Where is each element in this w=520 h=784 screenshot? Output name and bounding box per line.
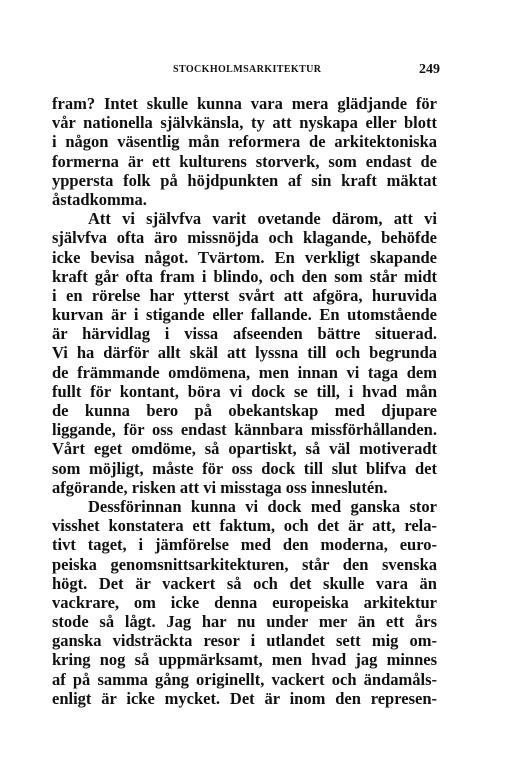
text-line: af på samma gång originellt, vackert och ändamåls-	[52, 669, 437, 689]
text-line: Vi ha därför allt skäl att lyssna till och begrunda	[52, 343, 437, 363]
text-line: de främmande omdömena, men innan vi taga dem	[52, 362, 437, 382]
running-header	[95, 64, 440, 80]
text-line: Att vi självfva varit ovetande därom, att vi	[88, 209, 437, 229]
text-line: fram? Intet skulle kunna vara mera glädjande för	[52, 94, 437, 113]
text-line: ganska vidsträckta resor i utlandet sett mig om-	[52, 631, 437, 651]
text-line: afgörande, risken att vi misstaga oss inneslutén.	[52, 477, 388, 497]
text-line: de kunna bero på obekantskap med djupare	[52, 401, 437, 420]
text-line: högt. Det är vackert så och det skulle vara än	[52, 573, 437, 593]
text-line: visshet konstatera ett faktum, och det är att, rela-	[52, 516, 437, 536]
text-line: är härvidlag i vissa afseenden bättre situerad.	[52, 324, 437, 344]
text-line: fullt för kontant, böra vi dock se till, i hvad mån	[52, 381, 437, 401]
text-line: som möjligt, måste för oss dock till slut blifva det	[52, 458, 437, 478]
text-line: åstadkomma.	[52, 189, 147, 209]
text-line: i en rörelse har ytterst svårt att afgöra, huruvida	[52, 285, 437, 305]
text-line: stode så lågt. Jag har nu under mer än ett års	[52, 612, 437, 632]
text-line: tivt taget, i jämförelse med den moderna, euro-	[52, 535, 437, 555]
text-line: yppersta folk på höjdpunkten af sin kraft mäktat	[52, 170, 437, 190]
text-line: Dessförinnan kunna vi dock med ganska stor	[88, 496, 437, 516]
page-number: 249	[419, 62, 440, 77]
text-line: Vårt eget omdöme, så opartiskt, så väl motiveradt	[52, 439, 437, 459]
text-line: icke bevisa något. Tvärtom. En verkligt skapande	[52, 247, 437, 267]
text-line: liggande, för oss endast kännbara missförhållanden.	[52, 420, 437, 440]
text-line: i någon väsentlig mån reformera de arkitektoniska	[52, 132, 437, 152]
text-line: kring nog så uppmärksamt, men hvad jag minnes	[52, 650, 437, 670]
text-line: självfva ofta äro missnöjda och klagande, behöfde	[52, 228, 437, 248]
body-text	[52, 94, 437, 708]
text-line: peiska genomsnittsarkitekturen, står den svenska	[52, 554, 437, 574]
text-line: enligt är icke mycket. Det är inom den represen-	[52, 688, 437, 708]
text-line: kurvan är i stigande eller fallande. En utomstående	[52, 305, 437, 325]
text-line: vackrare, om icke denna europeiska arkitektur	[52, 592, 437, 612]
text-line: vår nationella självkänsla, ty att nyskapa eller blott	[52, 113, 437, 133]
text-line: kraft går ofta fram i blindo, och den som står midt	[52, 266, 437, 286]
running-title: STOCKHOLMSARKITEKTUR	[173, 64, 322, 75]
text-line: formerna är ett kulturens storverk, som endast de	[52, 151, 437, 171]
